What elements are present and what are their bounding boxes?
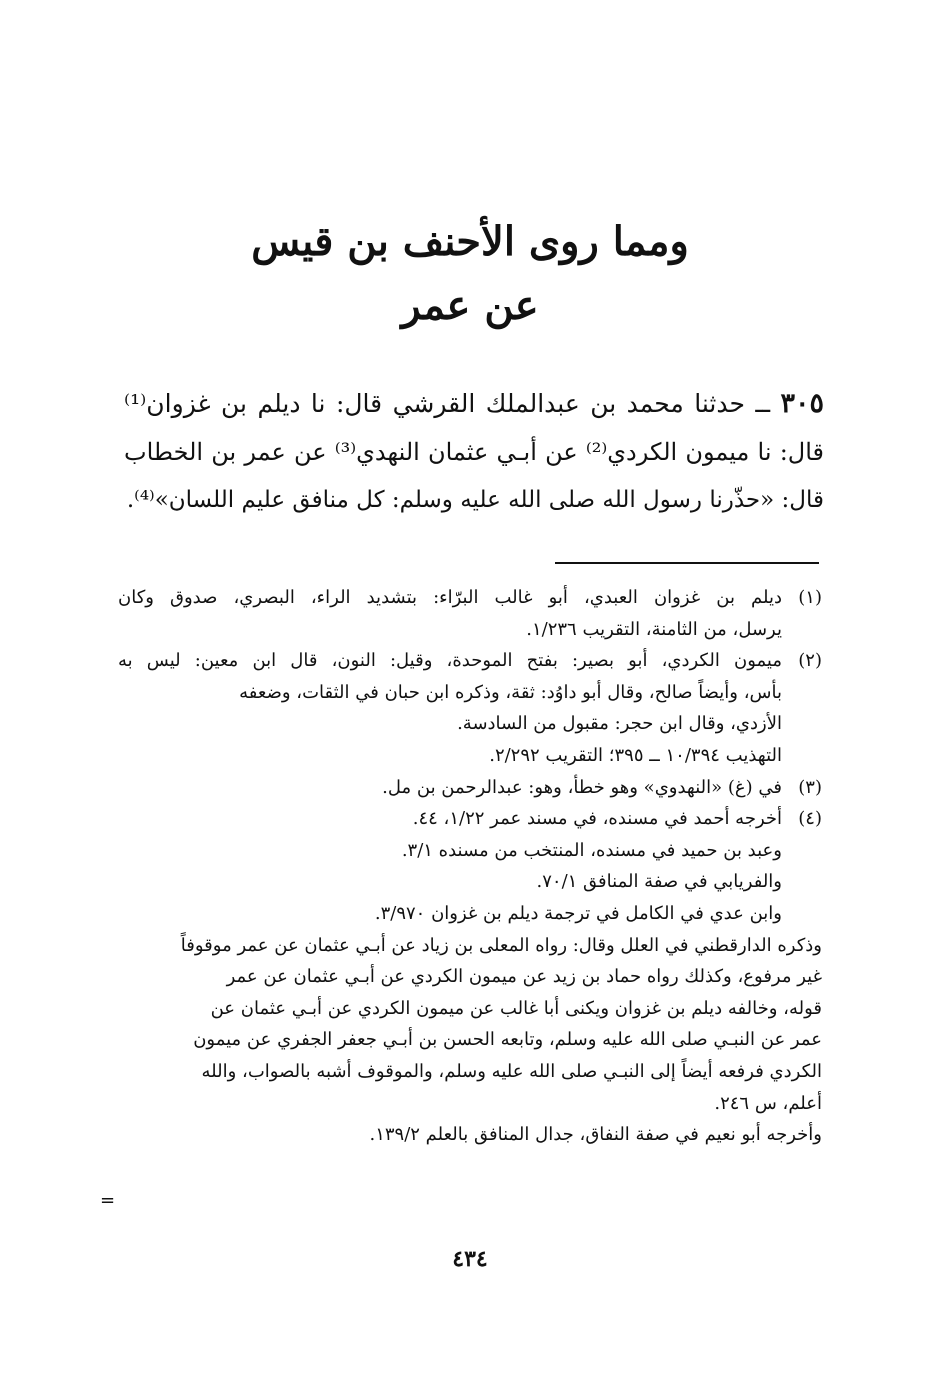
footnote-line: قوله، وخالفه ديلم بن غزوان ويكنى أبا غالب عن ميمون الكردي عن أبـي عثمان عن [210, 997, 822, 1019]
footnote-line [118, 772, 822, 804]
footnote-marker: (٤) [798, 808, 822, 830]
page-number: ٤٣٤ [452, 1246, 488, 1272]
footnote-line: والفريابي في صفة المنافق ٧٠/١. [536, 871, 782, 893]
hadith-line-1-text: ــ حدثنا محمد بن عبدالملك القرشي قال: نا ديلم بن غزوان⁽¹⁾ [124, 389, 771, 418]
footnote-line [118, 582, 822, 614]
continuation-mark: = [100, 1190, 116, 1211]
footnote-line: وذكره الدارقطني في العلل وقال: رواه المعلى بن زياد عن أبـي عثمان عن عمر موقوفاً [180, 934, 822, 956]
footnote-line: التهذيب ١٠/٣٩٤ ــ ٣٩٥؛ التقريب ٢/٢٩٢. [489, 744, 782, 766]
footnote-text: ديلم بن غزوان العبدي، أبو غالب البرّاء: بتشديد الراء، البصري، صدوق وكان [118, 587, 782, 608]
footnote-marker: (٢) [798, 650, 822, 672]
footnote-line [118, 645, 822, 677]
hadith-line-1 [124, 380, 824, 428]
hadith-line-2: قال: نا ميمون الكردي⁽²⁾ عن أبـي عثمان النهدي⁽³⁾ عن عمر بن الخطاب [124, 438, 825, 466]
footnote-line: الأزدي، وقال ابن حجر: مقبول من السادسة. [457, 713, 782, 735]
footnote-line: يرسل، من الثامنة، التقريب ١/٢٣٦. [526, 618, 782, 640]
hadith-line-3: قال: «حذّرنا رسول الله صلى الله عليه وسلم: كل منافق عليم اللسان»⁽⁴⁾. [126, 487, 824, 513]
footnote-text: في (غ) «النهدوي» وهو خطأ، وهو: عبدالرحمن بن مل. [382, 776, 782, 798]
footnote-line: عمر عن النبـي صلى الله عليه وسلم، وتابعه الحسن بن أبـي جعفر الجفري عن ميمون [193, 1029, 822, 1051]
section-heading-line-2: عن عمر [401, 282, 539, 329]
footnotes [118, 582, 822, 1151]
footnote-line: أعلم، س ٢٤٦. [714, 1092, 822, 1114]
footnote-line: وأخرجه أبو نعيم في صفة النفاق، جدال المنافق بالعلم ١٣٩/٢. [369, 1124, 822, 1146]
footnote-line: غير مرفوع، وكذلك رواه حماد بن زيد عن ميمون الكردي عن أبـي عثمان عن عمر [226, 966, 822, 988]
footnote-line: الكردي فرفعه أيضاً إلى النبـي صلى الله عليه وسلم، والموقوف أشبه بالصواب، والله [201, 1060, 822, 1082]
footnote-line: وابن عدي في الكامل في ترجمة ديلم بن غزوان ٣/٩٧٠. [374, 902, 782, 924]
footnote-marker: (١) [798, 587, 822, 608]
footnote-separator [555, 562, 819, 564]
footnote-line: بأس، وأيضاً صالح، وقال أبو داوُد: ثقة، وذكره ابن حبان في الثقات، وضعفه [239, 681, 782, 703]
section-heading-line-1: ومما روى الأحنف بن قيس [251, 218, 689, 265]
hadith-number: ٣٠٥ [780, 388, 825, 419]
footnote-line [118, 803, 822, 835]
hadith-text [124, 380, 824, 524]
footnote-text: أخرجه أحمد في مسنده، في مسند عمر ١/٢٢، ٤٤. [412, 808, 782, 830]
footnote-text: ميمون الكردي، أبو بصير: بفتح الموحدة، وقيل: النون، قال ابن معين: ليس به [118, 650, 782, 672]
footnote-marker: (٣) [798, 776, 822, 798]
footnote-line: وعبد بن حميد في مسنده، المنتخب من مسنده ٣/١. [401, 839, 782, 861]
